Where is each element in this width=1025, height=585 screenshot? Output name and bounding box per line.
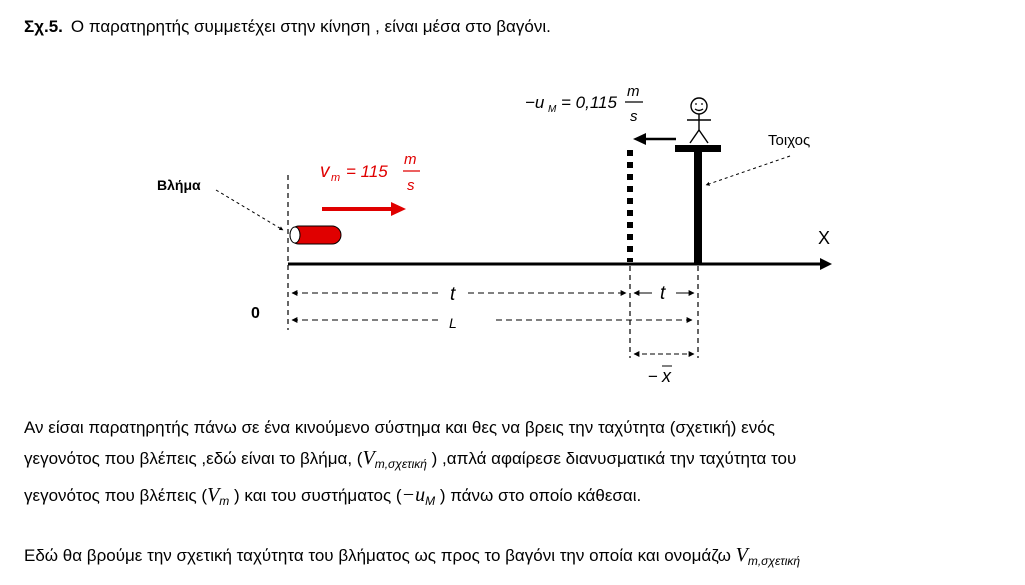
vm-unit-denominator: s [407,177,415,194]
paragraph-line-1: Αν είσαι παρατηρητής πάνω σε ένα κινούμενο σύστημα και θες να βρεις την ταχύτητα (σχετική) ενός [24,418,775,437]
t-long-label: t [450,284,456,305]
line3-text-b: ) και του συστήματος ( [234,486,402,505]
x-sign: − [648,367,658,386]
u-m-symbol: −u [401,484,426,506]
v-rel-symbol-2: V [735,544,748,566]
line2-text-b: ) ,απλά αφαίρεσε διανυσματικά την ταχύτητα του [431,449,797,468]
line3-text-a: γεγονότος που βλέπεις ( [24,486,208,505]
projectile-tail [290,227,300,243]
u-unit-numerator: m [627,83,640,100]
observer-figure [687,98,711,143]
u-subscript: M [548,104,557,115]
v-m-symbol: V [207,484,220,506]
projectile-leader [216,190,283,230]
x-axis-arrowhead [820,258,832,270]
v-rel-subscript-2: m,σχετική [747,554,801,568]
v-m-subscript: m [219,494,230,508]
paragraph-line-3 [24,484,641,508]
vm-symbol: v [320,161,330,182]
L-label: L [449,315,457,331]
v-rel-symbol: V [362,447,375,469]
origin-label: 0 [251,305,260,322]
wall-platform [675,145,721,152]
x-label: x [662,366,671,386]
wall-leader [706,156,790,185]
u-prefix: −u [525,93,545,112]
t-short-label: t [660,283,666,304]
line2-text-a: γεγονότος που βλέπεις ,εδώ είναι το βλήμα, ( [24,449,363,468]
wagon-velocity-arrowhead [633,133,646,145]
u-m-subscript: M [425,494,436,508]
line4-text: Εδώ θα βρούμε την σχετική ταχύτητα του βλήματος ως προς το βαγόνι την οποία και ονομάζω [24,546,731,565]
paragraph-line-4 [24,544,800,568]
vm-value: = 115 [346,162,388,181]
vm-subscript: m [331,172,341,184]
u-unit-denominator: s [630,108,638,125]
wall-label: Τοιχος [768,132,811,149]
figure-caption: Ο παρατηρητής συμμετέχει στην κίνηση , είναι μέσα στο βαγόνι. [70,17,551,36]
vm-arrowhead [391,202,406,216]
u-value: = 0,115 [561,93,617,112]
paragraph-line-2 [24,447,796,471]
vm-unit-numerator: m [404,151,417,168]
line3-text-c: ) πάνω στο οποίο κάθεσαι. [439,486,642,505]
v-rel-subscript: m,σχετική [374,457,427,471]
x-axis-label: X [818,228,831,248]
figure-number: Σχ.5. [24,17,63,36]
projectile-label: Βλήμα [157,177,201,193]
